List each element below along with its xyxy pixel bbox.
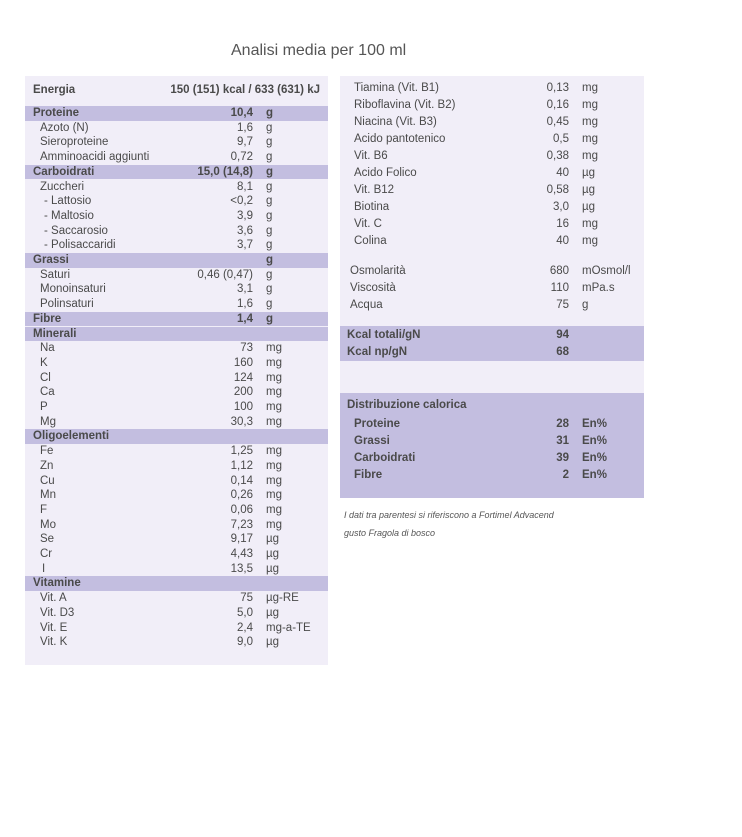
distribution-unit: En%: [582, 418, 607, 430]
nutrient-value: 8,1: [237, 180, 253, 193]
vitamin-row: [340, 166, 644, 181]
nutrient-value: 15,0 (14,8): [197, 165, 253, 178]
vitamin-unit: µg: [582, 167, 596, 179]
nutrient-label: Cl: [40, 371, 51, 384]
nutrient-value: 0,26: [230, 489, 253, 502]
nutrient-unit: g: [266, 165, 274, 178]
nutrient-value: 3,9: [237, 209, 253, 222]
nutrient-unit: g: [266, 254, 274, 266]
nutrient-value: 160: [233, 356, 253, 369]
vitamin-row: [340, 149, 644, 164]
vitamin-row: [340, 115, 644, 130]
nutrient-label: Cu: [40, 474, 55, 487]
nutrient-label: Vit. A: [40, 592, 67, 605]
energy-value: 150 (151) kcal / 633 (631) kJ: [170, 84, 320, 96]
distribution-row: [340, 417, 644, 432]
nutrient-value: 9,0: [237, 636, 253, 649]
nutrient-label: Mn: [40, 489, 56, 502]
nutrient-row: [25, 429, 328, 444]
nutrient-unit: µg: [266, 636, 280, 649]
nutrient-unit: mg: [266, 356, 282, 369]
nutrient-row: [25, 635, 328, 650]
distribution-unit: En%: [582, 452, 607, 464]
vitamin-unit: mg: [582, 116, 598, 128]
nutrient-row: [25, 297, 328, 312]
nutrient-unit: g: [266, 283, 273, 296]
nutrient-label: Oligoelementi: [33, 430, 110, 443]
nutrient-label: Zn: [40, 459, 54, 472]
nutrient-unit: g: [266, 107, 274, 119]
nutrient-label: Amminoacidi aggiunti: [40, 151, 150, 164]
nutrient-label: P: [40, 401, 48, 413]
distribution-unit: En%: [582, 469, 607, 481]
nutrient-unit: mg: [266, 503, 282, 516]
physical-unit: mOsmol/l: [582, 265, 631, 277]
vitamin-label: Tiamina (Vit. B1): [354, 82, 439, 94]
vitamin-row: [340, 200, 644, 215]
nutrient-row: [25, 532, 328, 547]
nutrient-label: Azoto (N): [40, 121, 89, 134]
vitamin-label: Acido Folico: [354, 167, 417, 179]
nutrient-value: 13,5: [230, 562, 253, 575]
nutrient-value: 3,7: [237, 239, 253, 252]
nutrient-row: [25, 488, 328, 503]
nutrient-row: [25, 209, 328, 224]
physical-value: 680: [549, 265, 569, 277]
kcal-ratio-value: 94: [556, 329, 569, 341]
kcal-ratio-table: [340, 326, 644, 361]
vitamin-unit: mg: [582, 150, 598, 162]
physical-row: [340, 281, 644, 296]
nutrient-row: [25, 547, 328, 562]
vitamin-unit: µg: [582, 184, 596, 196]
nutrient-row: [25, 282, 328, 297]
vitamin-label: Colina: [354, 235, 387, 247]
distribution-label: Proteine: [354, 418, 401, 430]
nutrient-label: Mg: [40, 415, 56, 428]
nutrient-row: [25, 444, 328, 459]
vitamin-row: [340, 217, 644, 232]
nutrient-unit: mg: [266, 489, 282, 502]
nutrient-unit: mg: [266, 386, 282, 399]
nutrient-row: [25, 327, 328, 342]
vitamin-label: Acido pantotenico: [354, 133, 446, 145]
distribution-value: 39: [556, 452, 569, 464]
nutrient-row: [25, 621, 328, 636]
nutrient-row: [25, 474, 328, 489]
nutrient-label: Saturi: [40, 268, 71, 281]
nutrient-label: Na: [40, 342, 55, 355]
nutrient-row: [25, 459, 328, 474]
vitamin-row: [340, 98, 644, 113]
nutrient-row: [25, 194, 328, 209]
nutrient-unit: g: [266, 312, 274, 325]
distribution-unit: En%: [582, 435, 607, 447]
nutrient-value: 73: [240, 342, 253, 355]
nutrient-label: Monoinsaturi: [40, 283, 106, 296]
nutrient-row: [25, 562, 328, 577]
nutrient-unit: mg: [266, 371, 282, 384]
distribution-label: Grassi: [354, 435, 390, 447]
nutrient-unit: g: [266, 136, 273, 149]
nutrient-label: Zuccheri: [40, 180, 85, 193]
nutrient-label: Vit. E: [40, 621, 68, 634]
nutrient-label: Vitamine: [33, 577, 81, 590]
nutrient-row: [25, 606, 328, 621]
vitamin-value: 0,13: [546, 82, 569, 94]
nutrient-value: 100: [233, 401, 253, 413]
vitamin-value: 0,45: [546, 116, 569, 128]
physical-unit: g: [582, 299, 589, 311]
nutrient-label: Fe: [40, 445, 54, 458]
nutrient-label: - Saccarosio: [44, 224, 108, 237]
distribution-value: 2: [562, 469, 569, 481]
vitamin-unit: µg: [582, 201, 596, 213]
vitamin-label: Biotina: [354, 201, 390, 213]
nutrient-row: [25, 341, 328, 356]
nutrient-row: [25, 400, 328, 415]
nutrient-label: - Maltosio: [44, 209, 94, 222]
vitamin-value: 40: [556, 167, 569, 179]
nutrient-value: 3,1: [237, 283, 253, 296]
vitamin-label: Vit. C: [354, 218, 382, 230]
energy-row: [25, 83, 328, 98]
nutrient-row: [25, 503, 328, 518]
nutrient-label: Proteine: [33, 107, 80, 119]
physical-label: Viscosità: [350, 282, 396, 294]
nutrient-label: Vit. D3: [40, 606, 75, 619]
nutrient-label: - Polisaccaridi: [44, 239, 116, 252]
nutrient-label: Mo: [40, 518, 56, 531]
vitamin-row: [340, 183, 644, 198]
nutrient-label: Polinsaturi: [40, 298, 94, 311]
kcal-ratio-label: Kcal totali/gN: [347, 329, 421, 341]
nutrient-unit: µg-RE: [266, 592, 299, 605]
vitamin-row: [340, 81, 644, 96]
vitamin-value: 0,58: [546, 184, 569, 196]
physical-unit: mPa.s: [582, 282, 615, 294]
nutrient-value: 9,17: [230, 533, 253, 546]
nutrient-value: 0,14: [230, 474, 253, 487]
footnote-line-1: I dati tra parentesi si riferiscono a Fortimel Advacend: [344, 510, 554, 520]
nutrient-label: K: [40, 356, 48, 369]
nutrient-unit: mg: [266, 415, 282, 428]
nutrient-unit: mg: [266, 401, 282, 413]
nutrient-label: Ca: [40, 386, 55, 399]
nutrient-unit: mg-a-TE: [266, 621, 311, 634]
energy-label: Energia: [33, 84, 76, 96]
nutrient-value: 4,43: [230, 548, 253, 560]
nutrient-label: Carboidrati: [33, 165, 95, 178]
physical-value: 75: [556, 299, 569, 311]
nutrient-value: 0,06: [230, 503, 253, 516]
nutrient-label: Cr: [40, 548, 53, 560]
nutrient-unit: mg: [266, 474, 282, 487]
nutrient-value: 75: [240, 592, 253, 605]
kcal-ratio-value: 68: [556, 346, 569, 358]
nutrient-value: 1,6: [237, 298, 253, 311]
nutrient-value: 3,6: [237, 224, 253, 237]
distribution-value: 31: [556, 435, 569, 447]
physical-label: Acqua: [350, 299, 383, 311]
nutrient-unit: µg: [266, 562, 280, 575]
vitamin-value: 3,0: [553, 201, 569, 213]
nutrient-row: [25, 224, 328, 239]
physical-row: [340, 264, 644, 279]
nutrient-unit: µg: [266, 606, 280, 619]
distribution-row: [340, 451, 644, 466]
nutrient-value: <0,2: [230, 195, 253, 208]
vitamin-label: Vit. B6: [354, 150, 388, 162]
nutrient-label: Grassi: [33, 254, 69, 266]
nutrient-row: [25, 238, 328, 253]
nutrient-label: Minerali: [33, 327, 77, 340]
nutrient-row: [25, 356, 328, 371]
nutrient-unit: g: [266, 209, 273, 222]
spacer-panel: [340, 361, 644, 393]
nutrient-unit: mg: [266, 459, 282, 472]
vitamin-unit: mg: [582, 133, 598, 145]
nutrient-label: F: [40, 503, 48, 516]
nutrient-row: [25, 371, 328, 386]
nutrient-unit: g: [266, 121, 273, 134]
vitamins-table-right: [340, 76, 644, 326]
nutrient-value: 200: [233, 386, 253, 399]
vitamin-value: 40: [556, 235, 569, 247]
nutrition-table-left: [25, 76, 328, 665]
nutrient-value: 0,72: [230, 151, 253, 164]
nutrient-unit: g: [266, 268, 273, 281]
nutrient-value: 1,12: [230, 459, 253, 472]
footnote-line-2: gusto Fragola di bosco: [344, 528, 436, 538]
nutrient-row: [25, 253, 328, 268]
distribution-label: Carboidrati: [354, 452, 416, 464]
vitamin-unit: mg: [582, 218, 598, 230]
nutrient-row: [25, 150, 328, 165]
nutrient-row: [25, 385, 328, 400]
nutrient-value: 30,3: [230, 415, 253, 428]
vitamin-unit: mg: [582, 82, 598, 94]
physical-row: [340, 298, 644, 313]
nutrient-value: 7,23: [230, 518, 253, 531]
vitamin-value: 0,5: [553, 133, 569, 145]
distribution-label: Fibre: [354, 469, 383, 481]
nutrient-unit: g: [266, 224, 273, 237]
nutrient-unit: g: [266, 298, 273, 311]
vitamin-label: Vit. B12: [354, 184, 395, 196]
vitamin-value: 0,16: [546, 99, 569, 111]
nutrient-row: [25, 268, 328, 283]
nutrient-row: [25, 135, 328, 150]
nutrient-unit: mg: [266, 518, 282, 531]
nutrient-unit: g: [266, 151, 273, 164]
kcal-ratio-row: [340, 328, 644, 343]
nutrient-value: 2,4: [237, 621, 253, 634]
nutrient-row: [25, 591, 328, 606]
nutrient-label: Vit. K: [40, 636, 68, 649]
caloric-distribution-table: [340, 393, 644, 498]
nutrient-label: Se: [40, 533, 55, 546]
nutrient-value: 1,4: [237, 312, 253, 325]
nutrient-row: [25, 576, 328, 591]
vitamin-value: 0,38: [546, 150, 569, 162]
distribution-row: [340, 468, 644, 483]
nutrient-row: [25, 121, 328, 136]
nutrient-unit: mg: [266, 445, 282, 458]
nutrient-row: [25, 165, 328, 180]
nutrient-value: 0,46 (0,47): [197, 268, 253, 281]
nutrient-value: 1,6: [237, 121, 253, 134]
nutrient-row: [25, 106, 328, 121]
nutrient-value: 5,0: [237, 606, 253, 619]
nutrient-unit: mg: [266, 342, 282, 355]
nutrient-label: I: [42, 562, 46, 575]
nutrient-value: 10,4: [230, 107, 253, 119]
vitamin-row: [340, 234, 644, 249]
nutrient-unit: µg: [266, 533, 280, 546]
nutrient-unit: g: [266, 180, 273, 193]
vitamin-unit: mg: [582, 99, 598, 111]
physical-value: 110: [550, 282, 569, 294]
kcal-ratio-label: Kcal np/gN: [347, 346, 408, 358]
nutrient-label: - Lattosio: [44, 195, 92, 208]
nutrient-unit: g: [266, 239, 273, 252]
distribution-row: [340, 434, 644, 449]
vitamin-value: 16: [556, 218, 569, 230]
nutrient-unit: µg: [266, 548, 280, 560]
vitamin-label: Riboflavina (Vit. B2): [354, 99, 456, 111]
nutrient-value: 1,25: [230, 445, 253, 458]
physical-label: Osmolarità: [350, 265, 406, 277]
vitamin-unit: mg: [582, 235, 598, 247]
nutrient-row: [25, 180, 328, 195]
nutrient-row: [25, 415, 328, 430]
nutrient-label: Sieroproteine: [40, 136, 109, 149]
distribution-title: Distribuzione calorica: [347, 399, 467, 411]
nutrient-unit: g: [266, 195, 273, 208]
vitamin-row: [340, 132, 644, 147]
nutrient-value: 124: [233, 371, 253, 384]
kcal-ratio-row: [340, 345, 644, 360]
nutrient-value: 9,7: [237, 136, 253, 149]
distribution-value: 28: [556, 418, 569, 430]
nutrient-label: Fibre: [33, 312, 62, 325]
nutrient-row: [25, 312, 328, 327]
nutrient-row: [25, 518, 328, 533]
vitamin-label: Niacina (Vit. B3): [354, 116, 437, 128]
